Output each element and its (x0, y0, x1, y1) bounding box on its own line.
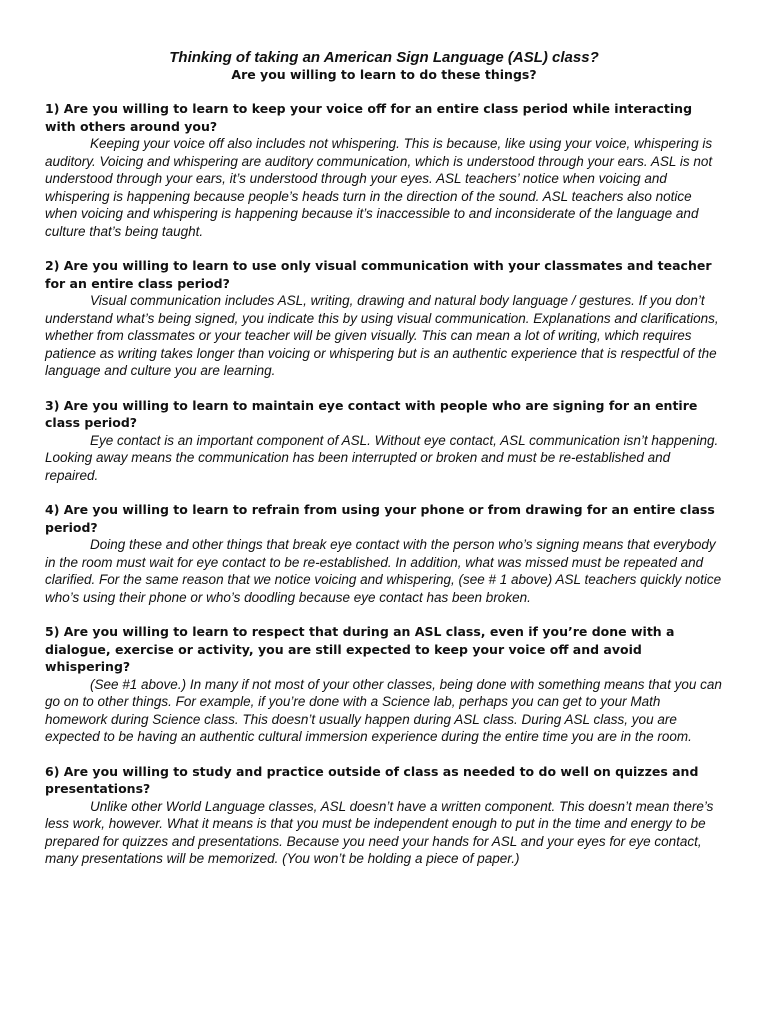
section-1 (45, 100, 723, 240)
document-subtitle: Are you willing to learn to do these things? (231, 67, 537, 82)
section-4 (45, 501, 723, 606)
answer-2: Visual communication includes ASL, writing, drawing and natural body language / gestures. If you don’t understand what’s being signed, you indicate this by using visual communication. Explanations and clarifications, whether from classmates or your teacher will be given visually. This can mean a lot of writing, which requires patience as writing takes longer than voicing or whispering but is an authentic experience that is respectful of the language and culture you are learning. (45, 293, 719, 378)
question-5: 5) Are you willing to learn to respect that during an ASL class, even if you’re done with a dialogue, exercise or activity, you are still expected to keep your voice off and avoid whispering? (45, 624, 675, 674)
answer-3: Eye contact is an important component of ASL. Without eye contact, ASL communication isn’t happening. Looking away means the communication has been interrupted or broken and must be re-established and repaired. (45, 432, 719, 483)
answer-1: Keeping your voice off also includes not whispering. This is because, like using your voice, whispering is auditory. Voicing and whispering are auditory communication, which is understood through your ears. ASL is not understood through your ears, it’s understood through your eyes. ASL teachers’ notice when voicing and whispering is happening because people’s heads turn in the direction of the sound. ASL teachers also notice when voicing and whispering is happening because it’s inaccessible to and inconsiderate of the language and culture that’s being taught. (45, 136, 713, 239)
section-2 (45, 257, 723, 380)
section-3 (45, 397, 723, 485)
section-6 (45, 763, 723, 868)
document-title: Thinking of taking an American Sign Language (ASL) class? (169, 49, 599, 66)
question-6: 6) Are you willing to study and practice outside of class as needed to do well on quizzes and presentations? (45, 763, 699, 796)
section-5 (45, 623, 723, 746)
question-2: 2) Are you willing to learn to use only visual communication with your classmates and teacher for an entire class period? (45, 258, 712, 291)
document-page (45, 48, 723, 885)
question-1: 1) Are you willing to learn to keep your voice off for an entire class period while interacting with others around you? (45, 101, 693, 134)
question-4: 4) Are you willing to learn to refrain from using your phone or from drawing for an entire class period? (45, 502, 715, 535)
question-3: 3) Are you willing to learn to maintain eye contact with people who are signing for an entire class period? (45, 397, 698, 430)
answer-5: (See #1 above.) In many if not most of your other classes, being done with something means that you can go on to other things. For example, if you’re done with a Science lab, perhaps you can get to your Math homework during Science class. This doesn’t usually happen during ASL class. During ASL class, you are expected to be having an authentic cultural immersion experience during the entire time you are in the room. (45, 676, 722, 744)
answer-4: Doing these and other things that break eye contact with the person who’s signing means that everybody in the room must wait for eye contact to be re-established. In addition, what was missed must be repeated and clarified. For the same reason that we notice voicing and whispering, (see # 1 above) ASL teachers quickly notice who’s using their phone or who’s doodling because eye contact has been broken. (45, 537, 722, 605)
answer-6: Unlike other World Language classes, ASL doesn’t have a written component. This doesn’t mean there’s less work, however. What it means is that you must be independent enough to put in the time and energy to be prepared for quizzes and presentations. Because you need your hands for ASL and your eyes for eye contact, many presentations will be memorized. (You won’t be holding a piece of paper.) (45, 798, 714, 866)
